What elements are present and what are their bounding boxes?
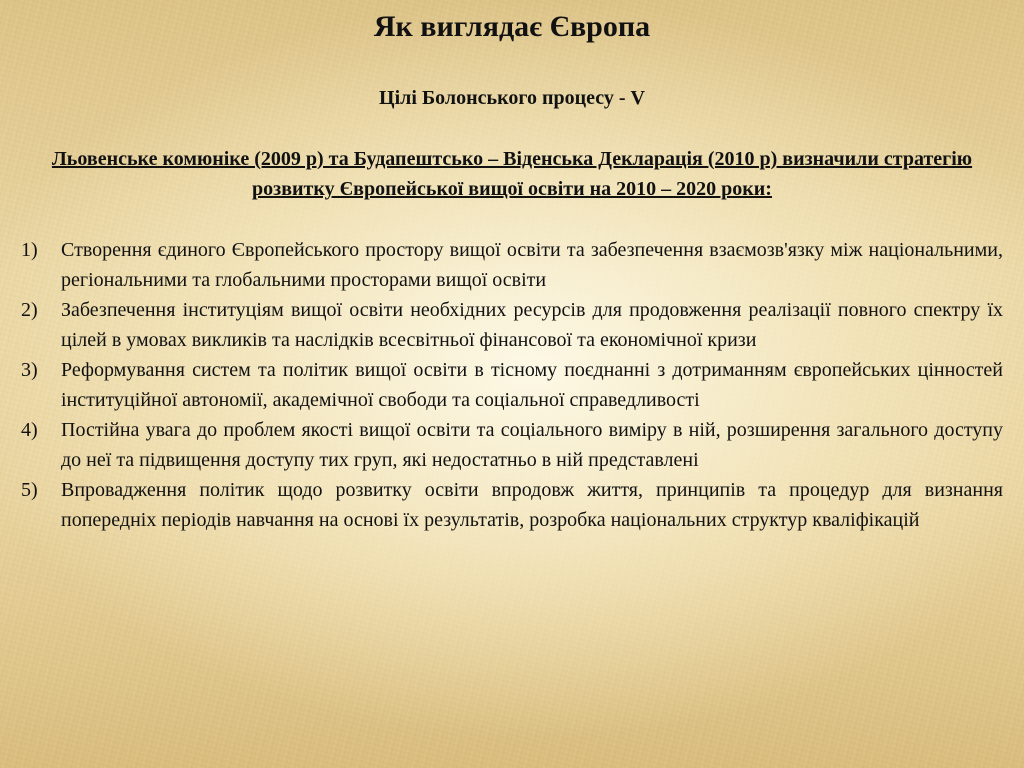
goal-number: 5): [21, 479, 38, 501]
goal-number: 4): [21, 419, 38, 441]
goals-list: [21, 235, 1003, 535]
intro-paragraph: Льовенське комюніке (2009 р) та Будапештсько – Віденська Декларація (2010 р) визначили стратегію розвитку Європейської вищої освіти на 2010 – 2020 роки:: [51, 148, 973, 200]
goal-number: 2): [21, 299, 38, 321]
goal-item-3: [21, 355, 1003, 415]
goal-text: Створення єдиного Європейського простору вищої освіти та забезпечення взаємозв'язку між національними, регіональними та глобальними просторами вищої освіти: [61, 239, 1003, 291]
goal-item-2: [21, 295, 1003, 355]
goal-text: Впровадження політик щодо розвитку освіти впродовж життя, принципів та процедур для визнання попередніх періодів навчання на основі їх результатів, розробка національних структур кваліфікацій: [61, 479, 1003, 531]
goal-text: Реформування систем та політик вищої освіти в тісному поєднанні з дотриманням європейських цінностей інституційної автономії, академічної свободи та соціальної справедливості: [61, 359, 1003, 411]
slide-subtitle: Цілі Болонського процесу - V: [379, 87, 645, 109]
goal-number: 1): [21, 239, 38, 261]
goal-item-5: [21, 475, 1003, 535]
goal-item-1: [21, 235, 1003, 295]
goal-text: Забезпечення інституціям вищої освіти необхідних ресурсів для продовження реалізації повного спектру їх цілей в умовах викликів та наслідків всесвітньої фінансової та економічної кризи: [61, 299, 1003, 351]
goal-item-4: [21, 415, 1003, 475]
goal-text: Постійна увага до проблем якості вищої освіти та соціального виміру в ній, розширення загального доступу до неї та підвищення доступу тих груп, які недостатньо в ній представлені: [61, 419, 1003, 471]
goal-number: 3): [21, 359, 38, 381]
slide-title: Як виглядає Європа: [373, 10, 651, 43]
